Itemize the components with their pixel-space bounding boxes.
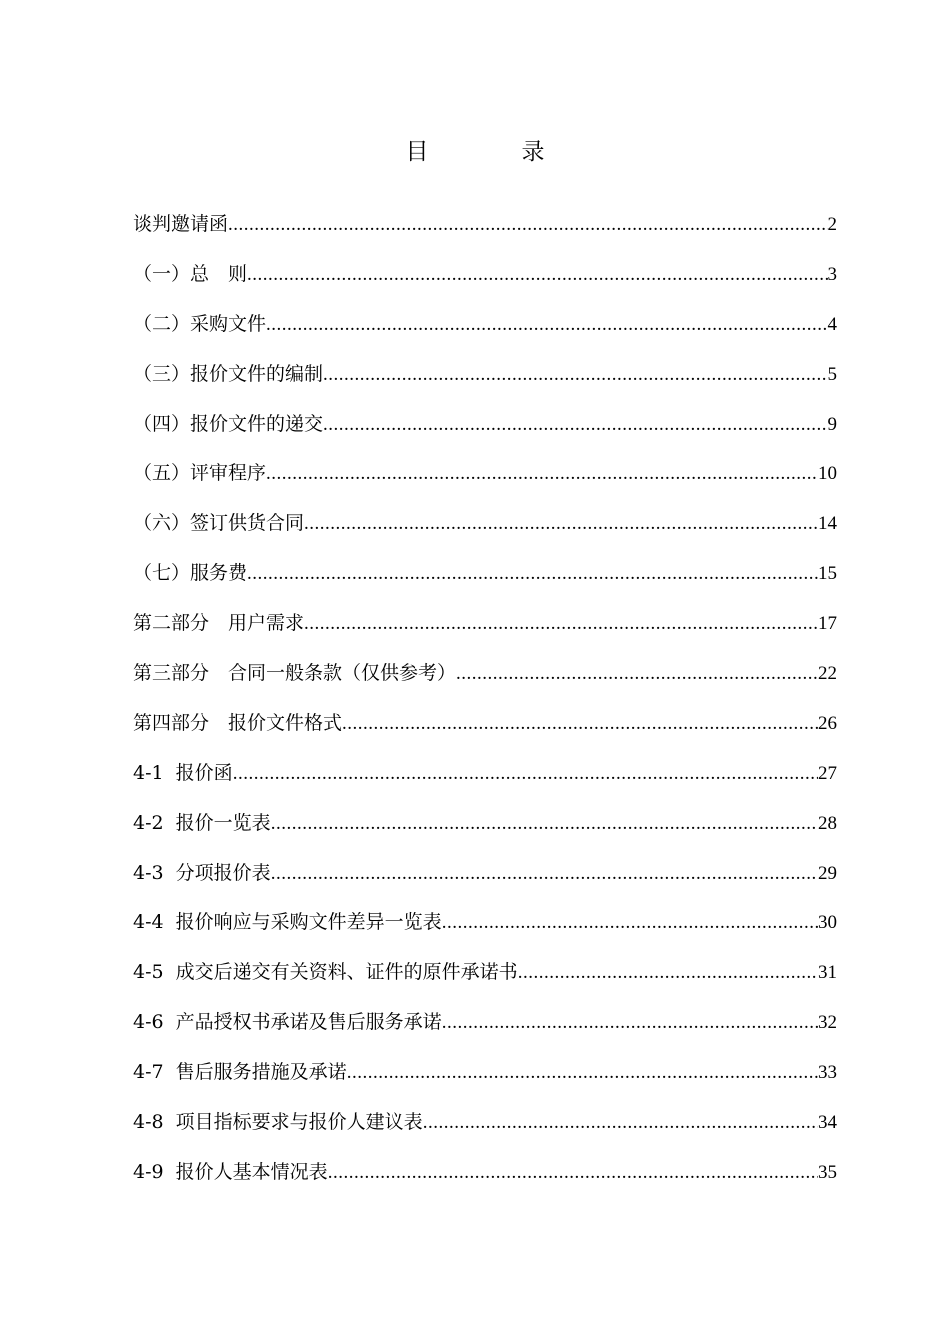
- toc-leader-dots: [342, 706, 818, 742]
- toc-entry-page: 4: [827, 313, 837, 335]
- toc-entry-part-three[interactable]: [133, 655, 837, 705]
- toc-entry-page: 31: [818, 962, 837, 984]
- toc-entry-label: （二）采购文件: [133, 312, 267, 335]
- toc-entry-part-two[interactable]: [133, 605, 837, 655]
- toc-entry-label: 谈判邀请函: [133, 213, 229, 235]
- toc-entry-page: 10: [818, 463, 837, 485]
- toc-leader-dots: [233, 756, 818, 792]
- toc-entry-page: 27: [818, 762, 837, 784]
- toc-entry-label: （七）服务费: [133, 562, 248, 585]
- toc-leader-dots: [323, 407, 827, 443]
- toc-entry-4-5[interactable]: [133, 954, 837, 1004]
- toc-entry-page: 29: [818, 862, 837, 884]
- toc-entry-quote-preparation[interactable]: [133, 356, 837, 406]
- toc-entry-page: 17: [818, 613, 837, 635]
- toc-leader-dots: [228, 207, 827, 243]
- toc-entry-page: 33: [818, 1062, 837, 1084]
- toc-leader-dots: [456, 656, 818, 692]
- toc-entry-4-9[interactable]: [133, 1154, 837, 1204]
- toc-entry-quote-submission[interactable]: [133, 406, 837, 456]
- toc-entry-label: 4-4 报价响应与采购文件差异一览表: [133, 911, 442, 934]
- toc-leader-dots: [423, 1105, 818, 1141]
- toc-entry-supply-contract[interactable]: [133, 505, 837, 555]
- toc-entry-label: 第二部分 用户需求: [133, 612, 305, 635]
- toc-entry-page: 35: [818, 1161, 837, 1183]
- toc-entry-4-4[interactable]: [133, 904, 837, 954]
- toc-entry-page: 2: [827, 214, 837, 235]
- toc-entry-general[interactable]: [133, 256, 837, 306]
- toc-leader-dots: [247, 556, 818, 592]
- toc-entry-page: 14: [818, 513, 837, 535]
- toc-entry-label: 4-7 售后服务措施及承诺: [133, 1061, 347, 1084]
- toc-entry-label: 4-3 分项报价表: [133, 861, 271, 884]
- toc-entry-label: （五）评审程序: [133, 462, 267, 485]
- toc-leader-dots: [247, 257, 827, 293]
- toc-entry-part-four[interactable]: [133, 705, 837, 755]
- toc-leader-dots: [442, 905, 818, 941]
- toc-leader-dots: [304, 606, 818, 642]
- toc-entry-4-1[interactable]: [133, 755, 837, 805]
- toc-entry-page: 22: [818, 663, 837, 685]
- toc-entry-label: 4-2 报价一览表: [133, 811, 271, 834]
- toc-leader-dots: [323, 357, 827, 393]
- toc-entry-label: （四）报价文件的递交: [133, 412, 324, 435]
- toc-entry-label: （一）总 则: [133, 262, 248, 285]
- toc-leader-dots: [266, 307, 827, 343]
- table-of-contents: [133, 206, 837, 1204]
- toc-entry-4-8[interactable]: [133, 1104, 837, 1154]
- toc-leader-dots: [442, 1005, 818, 1041]
- toc-entry-label: （三）报价文件的编制: [133, 362, 324, 385]
- toc-entry-page: 9: [827, 413, 837, 435]
- toc-leader-dots: [347, 1055, 818, 1091]
- toc-entry-label: 第四部分 报价文件格式: [133, 711, 343, 734]
- toc-leader-dots: [271, 856, 818, 892]
- toc-entry-label: 4-1 报价函: [133, 761, 233, 784]
- toc-entry-page: 5: [827, 363, 837, 385]
- toc-entry-review-procedure[interactable]: [133, 455, 837, 505]
- toc-entry-page: 34: [818, 1112, 837, 1134]
- toc-entry-page: 3: [827, 263, 837, 285]
- toc-entry-procurement-docs[interactable]: [133, 306, 837, 356]
- toc-leader-dots: [328, 1155, 818, 1191]
- page-title: 目 录: [405, 139, 580, 165]
- toc-leader-dots: [518, 955, 818, 991]
- toc-entry-invitation[interactable]: [133, 206, 837, 256]
- toc-entry-4-7[interactable]: [133, 1054, 837, 1104]
- toc-leader-dots: [304, 506, 818, 542]
- toc-entry-label: 4-6 产品授权书承诺及售后服务承诺: [133, 1011, 442, 1034]
- toc-entry-4-2[interactable]: [133, 805, 837, 855]
- toc-entry-label: 4-9 报价人基本情况表: [133, 1160, 328, 1183]
- toc-entry-label: 第三部分 合同一般条款（仅供参考）: [133, 662, 457, 685]
- toc-entry-page: 26: [818, 712, 837, 734]
- toc-entry-label: （六）签订供货合同: [133, 512, 305, 535]
- toc-leader-dots: [271, 806, 818, 842]
- toc-entry-service-fee[interactable]: [133, 555, 837, 605]
- toc-entry-4-3[interactable]: [133, 855, 837, 905]
- toc-entry-label: 4-5 成交后递交有关资料、证件的原件承诺书: [133, 961, 518, 984]
- toc-entry-label: 4-8 项目指标要求与报价人建议表: [133, 1111, 423, 1134]
- toc-entry-4-6[interactable]: [133, 1004, 837, 1054]
- toc-entry-page: 28: [818, 812, 837, 834]
- toc-leader-dots: [266, 456, 818, 492]
- toc-entry-page: 30: [818, 912, 837, 934]
- toc-entry-page: 32: [818, 1012, 837, 1034]
- toc-entry-page: 15: [818, 563, 837, 585]
